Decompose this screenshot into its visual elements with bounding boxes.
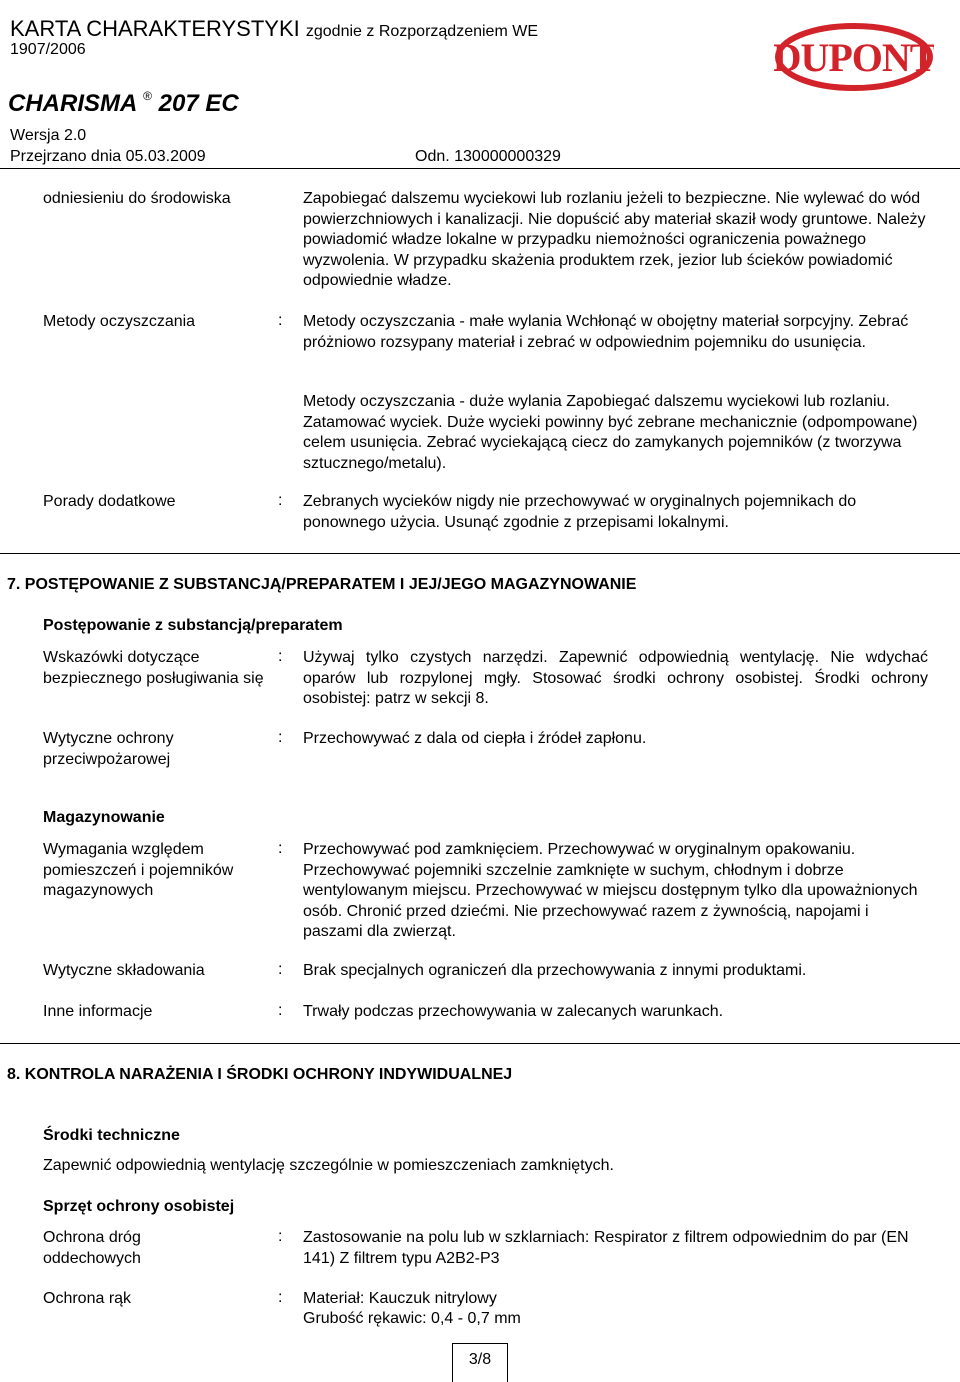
other-info-text: Trwały podczas przechowywania w zalecanych warunkach. <box>303 1003 724 1020</box>
section-divider <box>0 553 960 554</box>
document-title <box>10 16 538 42</box>
technical-measures-heading: Środki techniczne <box>43 1127 180 1144</box>
document-title-sub: zgodnie z Rozporządzeniem WE <box>305 23 538 40</box>
fire-protection-label: Wytyczne ochrony przeciwpożarowej <box>43 730 174 768</box>
separator-colon: : <box>278 729 283 746</box>
section-divider <box>0 1043 960 1044</box>
storage-guidelines-text: Brak specjalnych ograniczeń dla przechowywania z innymi produktami. <box>303 962 807 979</box>
cleanup-small-text: Metody oczyszczania - małe wylania Wchłonąć w obojętny materiał sorpcyjny. Zebrać próżniowo rozsypany materiał i zebrać w odpowiednim pojemniku do usunięcia. <box>303 313 909 351</box>
storage-heading: Magazynowanie <box>43 809 165 826</box>
section-7-title: 7. POSTĘPOWANIE Z SUBSTANCJĄ/PREPARATEM I JEJ/JEGO MAGAZYNOWANIE <box>7 576 637 593</box>
storage-guidelines-label: Wytyczne składowania <box>43 962 205 979</box>
separator-colon: : <box>278 961 283 978</box>
respiratory-protection-label: Ochrona dróg oddechowych <box>43 1229 141 1267</box>
env-precautions-label: odniesieniu do środowiska <box>43 190 231 207</box>
separator-colon: : <box>278 492 283 509</box>
ppe-heading: Sprzęt ochrony osobistej <box>43 1198 235 1215</box>
separator-colon: : <box>278 840 283 857</box>
revision-date: Przejrzano dnia 05.03.2009 <box>10 148 206 165</box>
version: Wersja 2.0 <box>10 127 87 144</box>
separator-colon: : <box>278 1289 283 1306</box>
respiratory-protection-text: Zastosowanie na polu lub w szklarniach: Respirator z filtrem odpowiednim do par (EN 141) Z filtrem typu A2B2-P3 <box>303 1229 909 1267</box>
registered-mark: ® <box>143 89 152 103</box>
env-precautions-text: Zapobiegać dalszemu wyciekowi lub rozlaniu jeżeli to bezpieczne. Nie wylewać do wód powierzchniowych i kanalizacji. Nie dopuścić aby materiał skaził wody gruntowe. Należy powiadomić władze lokalne w przypadku niemożności ograniczenia poważnego wyzwolenia. W przypadku skażenia produktem rzek, jezior lub ścieków powiadomić odpowiednie władze. <box>303 190 926 289</box>
document-number: Odn. 130000000329 <box>415 148 561 165</box>
dupont-logo <box>774 22 934 97</box>
other-info-label: Inne informacje <box>43 1003 153 1020</box>
separator-colon: : <box>278 1002 283 1019</box>
safe-handling-label: Wskazówki dotyczące bezpiecznego posługiwania się <box>43 649 264 687</box>
hand-protection-thickness: Grubość rękawic: 0,4 - 0,7 mm <box>303 1310 521 1327</box>
storage-requirements-text: Przechowywać pod zamknięciem. Przechowywać w oryginalnym opakowaniu. Przechowywać pojemniki szczelnie zamknięte w suchym, chłodnym i dobrze wentylowanym miejscu. Przechowywać w miejscu dostępnym tylko dla upoważnionych osób. Chronić przed dziećmi. Nie przechowywać razem z żywnością, napojami i paszami dla zwierząt. <box>303 841 918 940</box>
hand-protection-material: Materiał: Kauczuk nitrylowy <box>303 1290 497 1307</box>
product-name-text: CHARISMA <box>8 90 137 117</box>
additional-advice-label: Porady dodatkowe <box>43 493 176 510</box>
header-divider <box>0 168 960 169</box>
handling-heading: Postępowanie z substancją/preparatem <box>43 617 343 634</box>
additional-advice-text: Zebranych wycieków nigdy nie przechowywać w oryginalnych pojemnikach do ponownego użycia. Usunąć zgodnie z przepisami lokalnymi. <box>303 493 857 531</box>
section-8-title: 8. KONTROLA NARAŻENIA I ŚRODKI OCHRONY INDYWIDUALNEJ <box>7 1066 513 1083</box>
regulation-number: 1907/2006 <box>10 41 86 58</box>
separator-colon: : <box>278 648 283 665</box>
product-code: 207 EC <box>158 90 239 117</box>
cleanup-large-text: Metody oczyszczania - duże wylania Zapobiegać dalszemu wyciekowi lub rozlaniu. Zatamować wyciek. Duże wycieki powinny być zebrane mechanicznie (odpompowane) celem usunięcia. Zebrać wyciekającą ciecz do zamykanych pojemników (z tworzywa sztucznego/metalu). <box>303 393 918 472</box>
storage-requirements-label: Wymagania względem pomieszczeń i pojemników magazynowych <box>43 841 234 899</box>
page-number: 3/8 <box>468 1351 492 1368</box>
cleanup-methods-label: Metody oczyszczania <box>43 313 196 330</box>
page-number-box <box>452 1343 508 1382</box>
separator-colon: : <box>278 1228 283 1245</box>
logo-text: DUPONT <box>774 35 934 80</box>
separator-colon: : <box>278 312 283 329</box>
safe-handling-text: Używaj tylko czystych narzędzi. Zapewnić odpowiednią wentylację. Nie wdychać oparów lub rozpylonej mgły. Stosować środki ochrony osobistej. Środki ochrony osobistej: patrz w sekcji 8. <box>303 649 928 707</box>
product-name <box>8 90 239 118</box>
document-title-main: KARTA CHARAKTERYSTYKI <box>10 16 300 41</box>
fire-protection-text: Przechowywać z dala od ciepła i źródeł zapłonu. <box>303 730 647 747</box>
technical-measures-text: Zapewnić odpowiednią wentylację szczególnie w pomieszczeniach zamkniętych. <box>43 1157 614 1174</box>
hand-protection-label: Ochrona rąk <box>43 1290 132 1307</box>
